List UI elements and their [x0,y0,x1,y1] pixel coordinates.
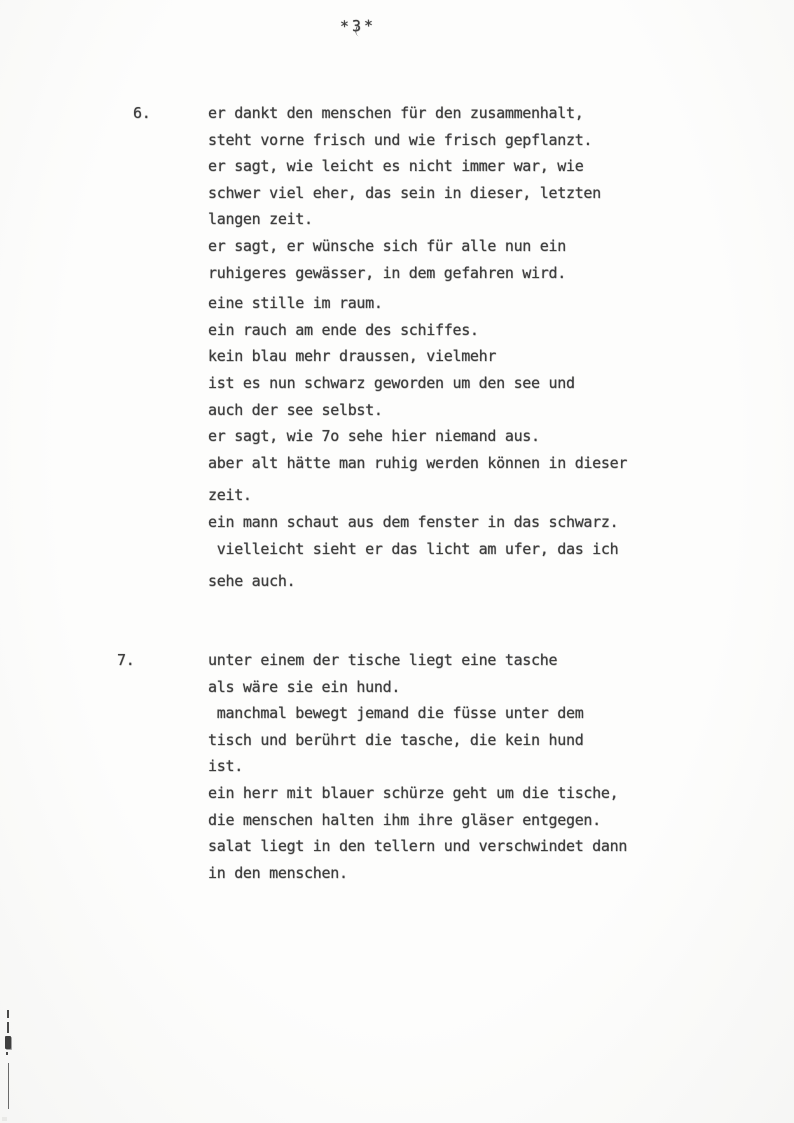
poem-line: er sagt, wie 7o sehe hier niemand aus. [208,427,540,446]
poem-line: unter einem der tische liegt eine tasche [208,651,558,669]
poem-line: er sagt, er wünsche sich für alle nun ein [208,236,566,255]
poem-text-column [208,100,728,595]
poem-line: langen zeit. [208,210,313,229]
page-number: *3* [339,16,377,36]
poem-line: ein mann schaut aus dem fenster in das schwarz. [208,512,619,531]
scan-mark-vertical-line [8,1063,9,1109]
scan-mark-blob [5,1036,11,1049]
scan-mark-dash [7,1010,9,1018]
stanza [208,290,728,476]
poem-line: manchmal bewegt jemand die füsse unter dem [208,704,584,723]
stanza [208,100,728,286]
poem-line: zeit. [208,486,252,505]
poem-line: steht vorne frisch und wie frisch gepflanzt. [208,130,593,149]
stanza [208,482,728,562]
poem-line: er sagt, wie leicht es nicht immer war, wie [208,157,584,176]
scan-mark-dash [7,1022,9,1033]
stanza [208,568,728,595]
scan-mark-faint [2,1117,7,1121]
poem-line: vielleicht sieht er das licht am ufer, das ich [208,539,619,558]
poem-line: schwer viel eher, das sein in dieser, letzten [208,183,601,202]
poem-line: auch der see selbst. [208,400,383,419]
poem-line: tisch und berührt die tasche, die kein hund [208,730,584,749]
poem-line: die menschen halten ihm ihre gläser entgegen. [208,810,601,829]
poem-line: in den menschen. [208,863,348,882]
poem-line: ist. [208,757,243,776]
poem-line: ein rauch am ende des schiffes. [208,320,479,339]
poem-text-column [208,647,728,886]
poem-line: kein blau mehr draussen, vielmehr [208,347,497,366]
poem-line: ist es nun schwarz geworden um den see und [208,373,575,392]
poem-line: salat liegt in den tellern und verschwindet dann [208,837,628,856]
section-number: 6. [133,104,151,122]
poem-line: eine stille im raum. [208,294,383,313]
poem-line: ein herr mit blauer schürze geht um die tische, [208,783,619,802]
scan-mark-dot [6,1052,8,1055]
poem-line: als wäre sie ein hund. [208,677,401,696]
stanza [208,647,728,886]
poem-line: sehe auch. [208,572,296,591]
section-number: 7. [117,651,135,669]
poem-line: aber alt hätte man ruhig werden können in dieser [208,453,628,472]
poem-line: er dankt den menschen für den zusammenhalt, [208,104,584,122]
poem-line: ruhigeres gewässer, in dem gefahren wird. [208,263,566,282]
